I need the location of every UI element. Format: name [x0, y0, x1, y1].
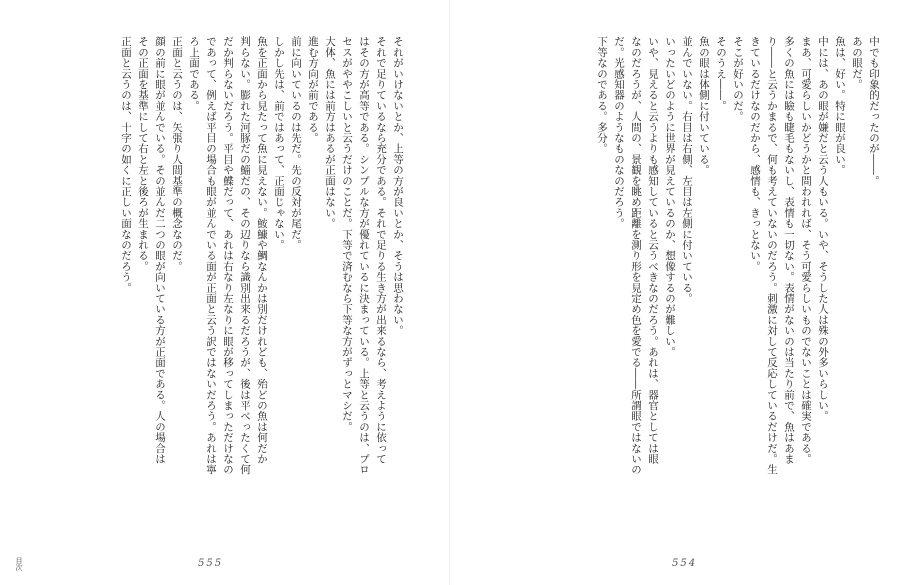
left-page-text	[46, 36, 406, 536]
text-line: セスがややこしいと云うだけのことだ。下等で済むなら下等な方がずっとマシだ。	[341, 36, 353, 432]
text-line: 中には、あの眼が嫌だと云う人もいる。いや、そうした人は殊の外多いらしい。	[817, 36, 829, 422]
text-line: まあ、可愛らしいかどうかと問われれば、そう可愛らしいものでないことは確実である。	[800, 36, 812, 464]
right-page	[450, 0, 900, 585]
text-line: きているだけなのだから、感情も、きっとない。	[749, 36, 761, 272]
text-line: それがいけないとか、上等の方が良いとか、そうは思わない。	[392, 36, 404, 336]
text-line: その正面を基準にして右と左と後ろが生まれる。	[137, 36, 149, 272]
text-line: はその方が高等である。シンプルな方が優れているに決まっている。上等と云うのは、プロ	[358, 36, 370, 475]
text-line: いったいどのように世界が見えているのか、想像するのが難しい。	[664, 36, 676, 357]
text-line: り――と云うかまるで、何も考えていないのだろう。刺激に対して反応しているだけだ。生	[766, 36, 778, 475]
text-line: 進む方向が前である。	[307, 36, 319, 143]
text-line: 大体、魚には前方はあるが正面はない。	[324, 36, 336, 229]
text-line: 魚を正面から見たって魚に見えない。鮟鱇や鯛なんかは別だけれども、殆どの魚は何だか	[256, 36, 268, 464]
left-page-number: 555	[198, 558, 224, 569]
text-line: そのうえ――。	[715, 36, 727, 111]
text-line: それで足りているなら充分である。それで足りる生き方が出来るなら、考えように依って	[375, 36, 387, 464]
text-line: だ。光感知器のようなものなのだろう。	[613, 36, 625, 229]
text-line: ろ上面である。	[188, 36, 200, 111]
margin-label[interactable]: 目次	[15, 557, 23, 571]
text-line: 正面と云うのは、矢張り人間基準の概念なのだ。	[171, 36, 183, 272]
text-line: 顔の前に眼が並んでいる。その並んだ二つの眼が向いている方が正面である。人の場合は	[154, 36, 166, 464]
text-line: であって、例えば平目の場合も眼が並んでいる面が正面と云う訳ではないだろう。あれは寧	[205, 36, 217, 475]
text-line: 魚の眼は体側に付いている。	[698, 36, 710, 176]
text-line: 並んでいない。右目は右側、左目は左側に付いている。	[681, 36, 693, 304]
text-line: 多くの魚には瞼も睫毛もないし、表情も一切ない。表情がないのは当たり前で、魚はあま	[783, 36, 795, 464]
text-line: 下等なのである。多分。	[596, 36, 608, 154]
text-line: しかし先は、前ではあって、正面じゃない。	[273, 36, 285, 250]
right-page-text	[596, 36, 882, 536]
text-line: そこが好いのだ。	[732, 36, 744, 122]
text-line: いや、見えると云うよりも感知していると云うべきなのだろう。あれは、器官としては眼	[647, 36, 659, 464]
right-page-number: 554	[672, 558, 698, 569]
text-line: だか判らないだろう。平目や鰈だって、あれは右なり左なりに眼が移ってしまっただけなの	[222, 36, 234, 475]
text-line: 魚は、好い。特に眼が良い。	[834, 36, 846, 176]
text-line: なのだろうが、人間の、景観を眺め距離を測り形を見定め色を愛でる――所謂眼ではないの	[630, 36, 642, 475]
text-line: あの眼だ。	[851, 36, 863, 90]
text-line: 中でも印象的だったのが――。	[868, 36, 880, 186]
text-line: 判らない。膨れた河豚だの鯔だの、その辺りなら識別出来るだろうが、後は平べったくて何	[239, 36, 251, 475]
text-line: 正面と云うのは、十字の如くに正しい面なのだろう。	[120, 36, 132, 293]
text-line: 前に向いているのは先だ。先の反対が尾だ。	[290, 36, 302, 250]
